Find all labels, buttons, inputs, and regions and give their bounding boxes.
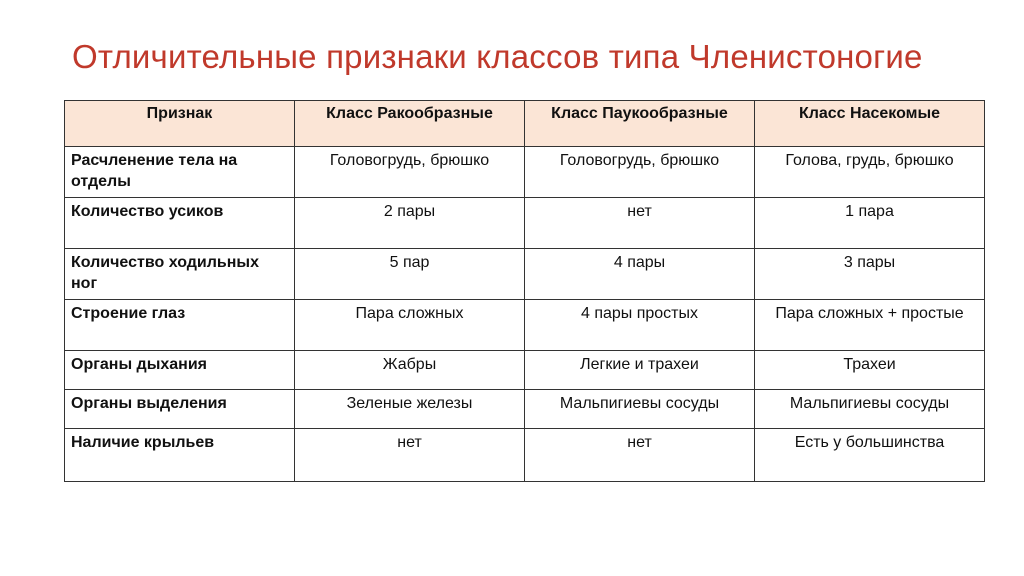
table-header-row: [65, 101, 985, 147]
cell-arachnids: 4 пары: [525, 249, 755, 300]
cell-insects: Трахеи: [755, 351, 985, 390]
table-row: [65, 429, 985, 482]
header-arachnids: Класс Паукообразные: [525, 101, 755, 147]
header-feature: Признак: [65, 101, 295, 147]
cell-insects: 3 пары: [755, 249, 985, 300]
cell-arachnids: 4 пары простых: [525, 300, 755, 351]
cell-arachnids: Головогрудь, брюшко: [525, 147, 755, 198]
cell-arachnids: нет: [525, 429, 755, 482]
cell-crustaceans: 2 пары: [295, 198, 525, 249]
row-feature: Количество ходильных ног: [65, 249, 295, 300]
header-insects: Класс Насекомые: [755, 101, 985, 147]
cell-arachnids: Легкие и трахеи: [525, 351, 755, 390]
cell-insects: Пара сложных + простые: [755, 300, 985, 351]
cell-insects: 1 пара: [755, 198, 985, 249]
cell-insects: Мальпигиевы сосуды: [755, 390, 985, 429]
cell-insects: Есть у большинства: [755, 429, 985, 482]
cell-crustaceans: 5 пар: [295, 249, 525, 300]
cell-crustaceans: Пара сложных: [295, 300, 525, 351]
cell-arachnids: нет: [525, 198, 755, 249]
header-crustaceans: Класс Ракообразные: [295, 101, 525, 147]
row-feature: Органы дыхания: [65, 351, 295, 390]
table-row: [65, 249, 985, 300]
cell-crustaceans: Жабры: [295, 351, 525, 390]
row-feature: Расчленение тела на отделы: [65, 147, 295, 198]
comparison-table: [64, 100, 985, 482]
cell-crustaceans: Головогрудь, брюшко: [295, 147, 525, 198]
cell-arachnids: Мальпигиевы сосуды: [525, 390, 755, 429]
slide-title: Отличительные признаки классов типа Членистоногие: [72, 38, 923, 75]
row-feature: Органы выделения: [65, 390, 295, 429]
cell-insects: Голова, грудь, брюшко: [755, 147, 985, 198]
cell-crustaceans: Зеленые железы: [295, 390, 525, 429]
table-row: [65, 198, 985, 249]
cell-crustaceans: нет: [295, 429, 525, 482]
table-row: [65, 147, 985, 198]
table-row: [65, 390, 985, 429]
table-row: [65, 351, 985, 390]
row-feature: Строение глаз: [65, 300, 295, 351]
row-feature: Наличие крыльев: [65, 429, 295, 482]
row-feature: Количество усиков: [65, 198, 295, 249]
table-row: [65, 300, 985, 351]
